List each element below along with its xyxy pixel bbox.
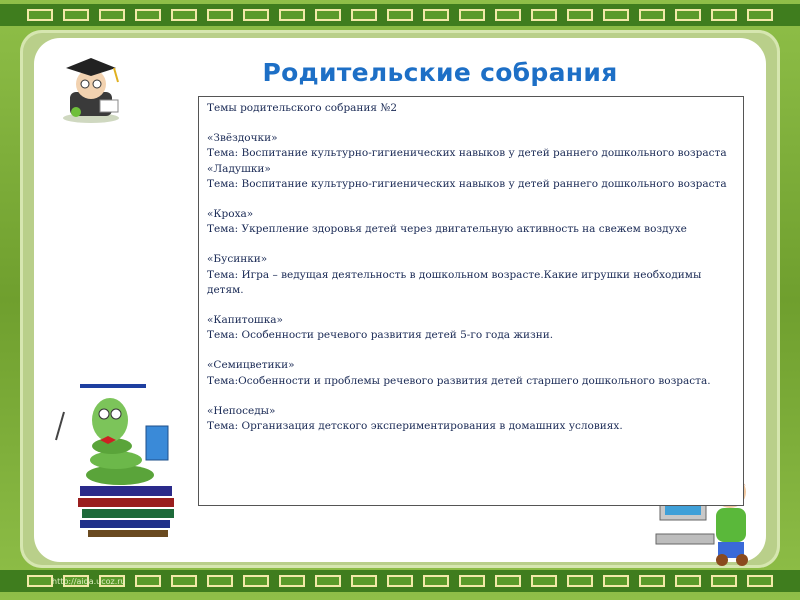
graduate-cap-icon [56, 52, 126, 124]
group-name: «Ладушки» [207, 162, 271, 175]
group-topic: Тема: Организация детского экспериментирования в домашних условиях. [207, 420, 623, 433]
topics-textbox [198, 96, 744, 506]
group-name: «Звёздочки» [207, 132, 278, 145]
group-topic: Тема: Воспитание культурно-гигиенических навыков у детей раннего дошкольного возраста [207, 147, 727, 160]
group-name: «Непоседы» [207, 404, 276, 417]
slide-title: Родительские собрания [262, 58, 618, 87]
group-name: «Семицветики» [207, 359, 295, 372]
group-topic: Тема:Особенности и проблемы речевого развития детей старшего дошкольного возраста. [207, 374, 711, 387]
group-name: «Капитошка» [207, 314, 283, 327]
group-name: «Кроха» [207, 208, 254, 221]
bookworm-icon [50, 380, 190, 545]
watermark-url: http://aida.ucoz.ru [52, 577, 126, 586]
group-topic: Тема: Укрепление здоровья детей через двигательную активность на свежем воздухе [207, 223, 687, 236]
topics-heading: Темы родительского собрания №2 [207, 102, 397, 114]
group-topic: Тема: Воспитание культурно-гигиенических навыков у детей раннего дошкольного возраста [207, 177, 727, 190]
group-topic: Тема: Игра – ведущая деятельность в дошкольном возрасте.Какие игрушки необходимы детям. [207, 268, 702, 296]
top-border-strip [0, 4, 800, 26]
group-topic: Тема: Особенности речевого развития детей 5-го года жизни. [207, 329, 554, 342]
group-name: «Бусинки» [207, 253, 268, 266]
